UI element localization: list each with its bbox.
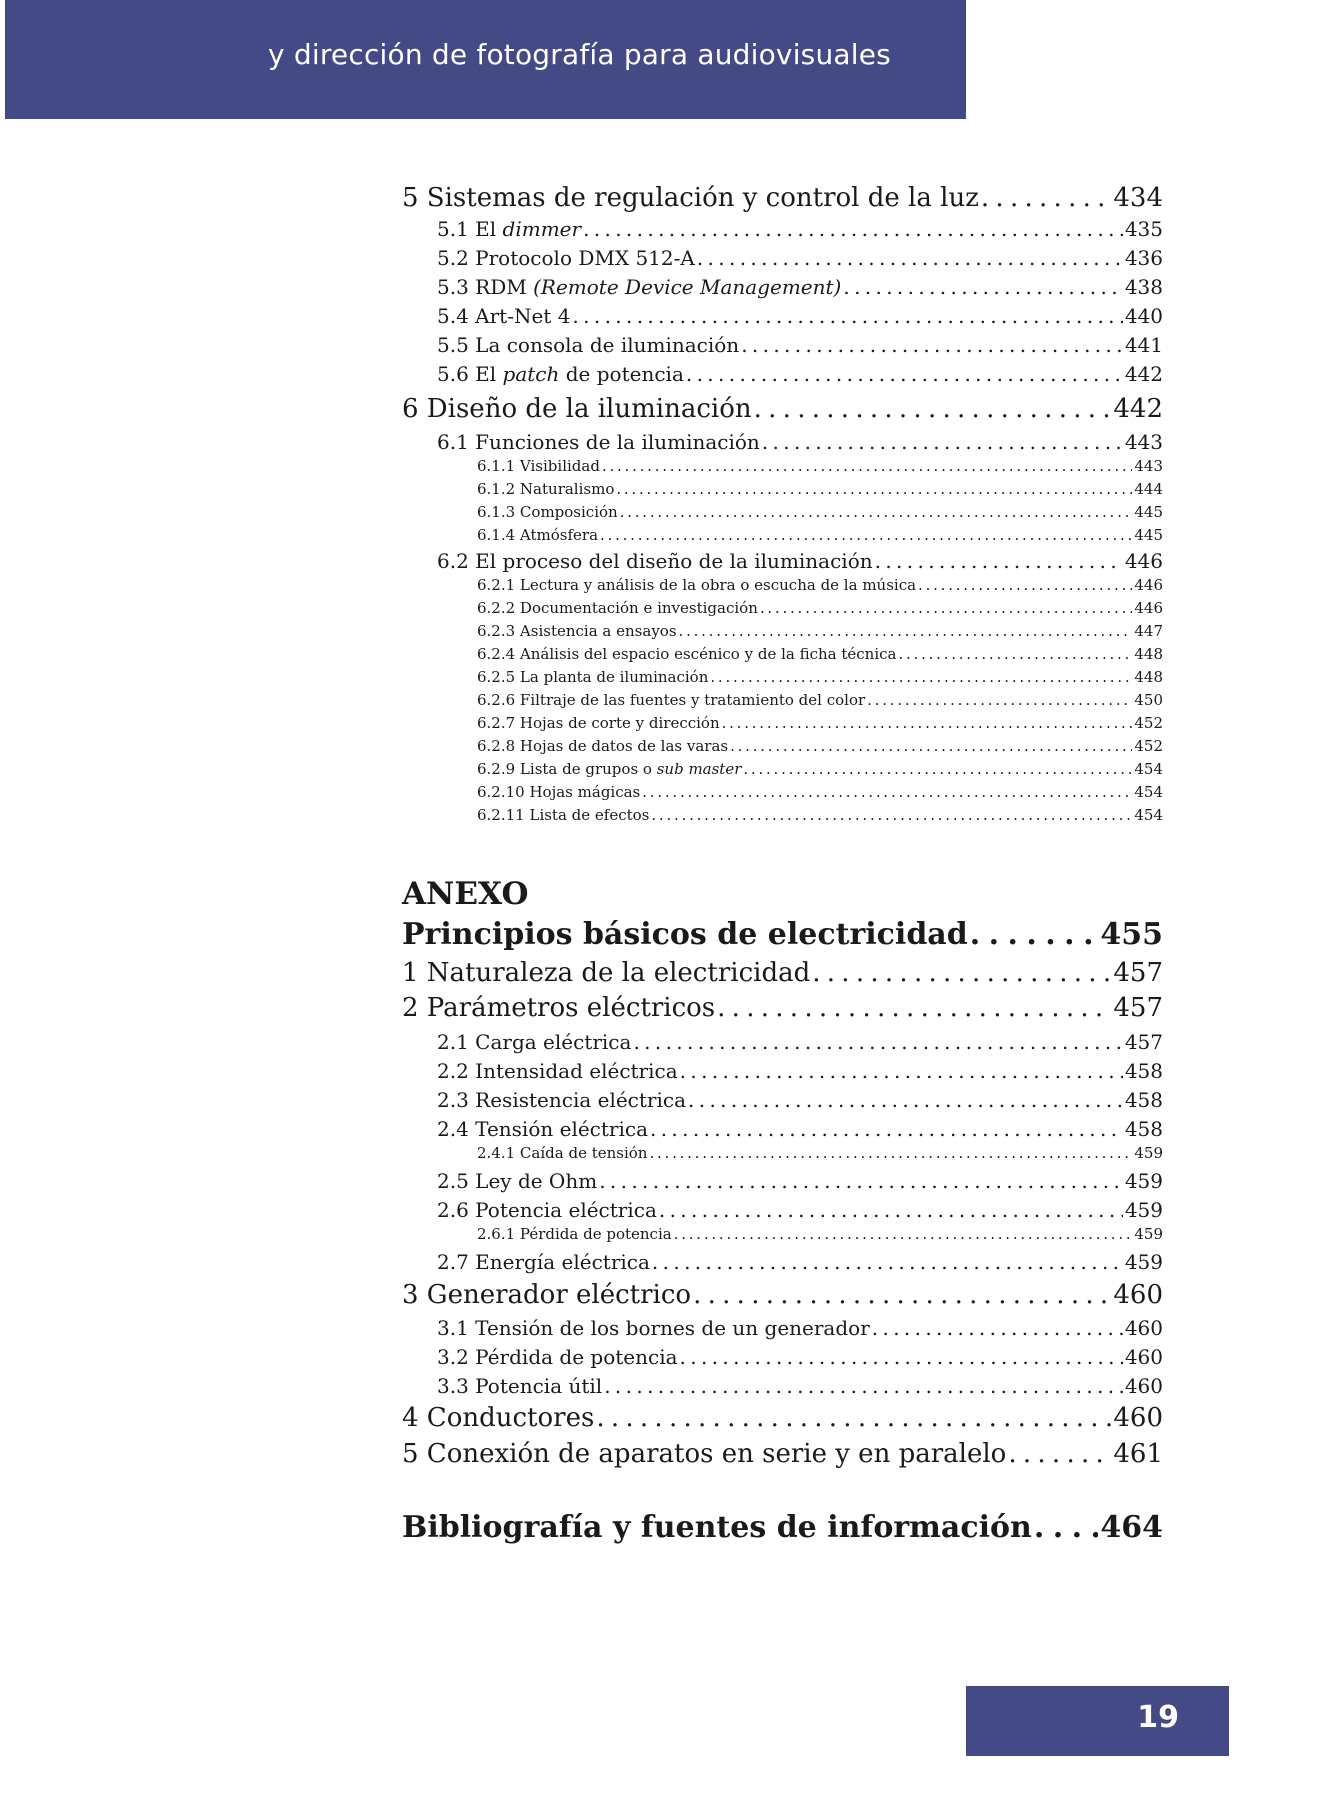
anexo-heading: ANEXO [402, 876, 529, 912]
toc-leader-dots [743, 760, 1132, 778]
toc-leader-dots [602, 457, 1132, 475]
toc-entry-title: 6.1.4 Atmósfera [477, 526, 599, 544]
toc-leader-dots [686, 362, 1123, 386]
toc-entry-title: 6.2.2 Documentación e investigación [477, 599, 758, 617]
toc-leader-dots [867, 691, 1132, 709]
toc-entry-title: 3.1 Tensión de los bornes de un generador [437, 1316, 870, 1340]
toc-entry-page: 436 [1124, 246, 1163, 270]
toc-entry-6-1-4[interactable] [477, 526, 1163, 544]
toc-entry-title: 6.2.7 Hojas de corte y dirección [477, 714, 720, 732]
toc-entry-page: 460 [1124, 1374, 1163, 1398]
toc-leader-dots [981, 183, 1111, 213]
toc-entry-6-2[interactable] [437, 549, 1163, 573]
toc-entry-title: 6.1.2 Naturalismo [477, 480, 615, 498]
toc-entry-page: 460 [1113, 1403, 1163, 1433]
toc-entry-title: 5.5 La consola de iluminación [437, 333, 740, 357]
toc-entry-5[interactable] [402, 183, 1163, 213]
toc-entry-title: 5.3 RDM (Remote Device Management) [437, 275, 842, 299]
toc-entry-page: 459 [1134, 1225, 1163, 1243]
toc-entry-page: 457 [1124, 1030, 1163, 1054]
toc-entry-5-4[interactable] [437, 304, 1163, 328]
toc-entry-page: 450 [1134, 691, 1163, 709]
toc-entry-title: 2.7 Energía eléctrica [437, 1250, 650, 1274]
toc-leader-dots [599, 1169, 1123, 1193]
toc-entry-page: 446 [1124, 549, 1163, 573]
toc-entry-title: 1 Naturaleza de la electricidad [402, 958, 811, 988]
toc-entry-6-2-1[interactable] [477, 576, 1163, 594]
toc-entry-6-2-3[interactable] [477, 622, 1163, 640]
toc-leader-dots [650, 1117, 1123, 1141]
toc-leader-dots [600, 526, 1132, 544]
toc-entry-title: 2.1 Carga eléctrica [437, 1030, 632, 1054]
toc-entry-5-2[interactable] [437, 246, 1163, 270]
toc-entry-page: 459 [1134, 1144, 1163, 1162]
toc-leader-dots [652, 1250, 1123, 1274]
toc-entry-a5[interactable] [402, 1439, 1163, 1469]
toc-entry-a3-1[interactable] [437, 1316, 1163, 1340]
toc-entry-a2-2[interactable] [437, 1059, 1163, 1083]
toc-entry-title: 3 Generador eléctrico [402, 1280, 692, 1310]
page-number-box [966, 1686, 1229, 1756]
toc-leader-dots [898, 645, 1132, 663]
toc-entry-anexo[interactable] [402, 917, 1163, 952]
toc-entry-title: 6.2.6 Filtraje de las fuentes y tratamiento del color [477, 691, 866, 709]
toc-entry-6-1-2[interactable] [477, 480, 1163, 498]
page-number: 19 [1137, 1700, 1179, 1735]
toc-entry-page: 454 [1134, 783, 1163, 801]
toc-entry-a2-6[interactable] [437, 1198, 1163, 1222]
toc-leader-dots [604, 1374, 1123, 1398]
toc-leader-dots [620, 503, 1133, 521]
toc-leader-dots [583, 217, 1123, 241]
toc-leader-dots [693, 1280, 1111, 1310]
toc-entry-page: 454 [1134, 760, 1163, 778]
toc-leader-dots [730, 737, 1132, 755]
toc-entry-a3-3[interactable] [437, 1374, 1163, 1398]
toc-entry-a2-6-1[interactable] [477, 1225, 1163, 1243]
toc-leader-dots [872, 1316, 1123, 1340]
toc-entry-page: 446 [1134, 576, 1163, 594]
toc-entry-6-2-11[interactable] [477, 806, 1163, 824]
toc-leader-dots [697, 246, 1123, 270]
toc-entry-title: 6.2.1 Lectura y análisis de la obra o escucha de la música [477, 576, 917, 594]
toc-entry-a2-3[interactable] [437, 1088, 1163, 1112]
toc-entry-6-1-1[interactable] [477, 457, 1163, 475]
toc-entry-6-1[interactable] [437, 430, 1163, 454]
toc-entry-title: 2.3 Resistencia eléctrica [437, 1088, 687, 1112]
toc-leader-dots [741, 333, 1123, 357]
toc-entry-6-2-10[interactable] [477, 783, 1163, 801]
toc-entry-title: 6 Diseño de la iluminación [402, 394, 752, 424]
toc-entry-title: 5.4 Art-Net 4 [437, 304, 571, 328]
toc-leader-dots [651, 806, 1132, 824]
toc-entry-6-2-9[interactable] [477, 760, 1163, 778]
toc-entry-page: 460 [1124, 1316, 1163, 1340]
toc-entry-title: 6.2.4 Análisis del espacio escénico y de la ficha técnica [477, 645, 897, 663]
toc-leader-dots [596, 1403, 1111, 1433]
toc-entry-6[interactable] [402, 394, 1163, 424]
toc-leader-dots [762, 430, 1123, 454]
toc-entry-title: 6.2.9 Lista de grupos o sub master [477, 760, 742, 778]
toc-entry-page: 444 [1134, 480, 1163, 498]
toc-entry-page: 460 [1113, 1280, 1163, 1310]
toc-entry-title: 6.2.3 Asistencia a ensayos [477, 622, 677, 640]
toc-entry-a1[interactable] [402, 958, 1163, 988]
toc-entry-page: 442 [1113, 394, 1163, 424]
toc-entry-page: 459 [1124, 1250, 1163, 1274]
toc-entry-page: 460 [1124, 1345, 1163, 1369]
toc-entry-6-1-3[interactable] [477, 503, 1163, 521]
toc-entry-page: 458 [1124, 1059, 1163, 1083]
toc-leader-dots [710, 668, 1132, 686]
toc-entry-title: 2.6.1 Pérdida de potencia [477, 1225, 672, 1243]
toc-entry-5-6[interactable] [437, 362, 1163, 386]
toc-entry-bibliografia[interactable] [402, 1510, 1163, 1545]
toc-entry-title: 5 Conexión de aparatos en serie y en paralelo [402, 1439, 1007, 1469]
toc-entry-page: 443 [1124, 430, 1163, 454]
toc-leader-dots [680, 1345, 1123, 1369]
toc-leader-dots [1008, 1439, 1111, 1469]
toc-leader-dots [616, 480, 1132, 498]
toc-entry-page: 459 [1124, 1169, 1163, 1193]
toc-leader-dots [633, 1030, 1122, 1054]
toc-entry-page: 435 [1124, 217, 1163, 241]
toc-entry-page: 452 [1134, 737, 1163, 755]
toc-leader-dots [572, 304, 1122, 328]
toc-entry-5-3[interactable] [437, 275, 1163, 299]
toc-entry-title: 6.1.1 Visibilidad [477, 457, 600, 475]
toc-entry-page: 446 [1134, 599, 1163, 617]
toc-entry-title: 3.3 Potencia útil [437, 1374, 603, 1398]
toc-entry-title: 2.4 Tensión eléctrica [437, 1117, 648, 1141]
toc-entry-a2-5[interactable] [437, 1169, 1163, 1193]
header-band [5, 0, 966, 119]
toc-entry-page: 442 [1124, 362, 1163, 386]
toc-entry-page: 454 [1134, 806, 1163, 824]
toc-entry-5-5[interactable] [437, 333, 1163, 357]
toc-leader-dots [674, 1225, 1133, 1243]
running-header-title: y dirección de fotografía para audiovisuales [268, 38, 891, 71]
toc-leader-dots [970, 917, 1099, 952]
toc-entry-page: 438 [1124, 275, 1163, 299]
toc-entry-page: 443 [1134, 457, 1163, 475]
toc-leader-dots [760, 599, 1133, 617]
toc-entry-title: 5 Sistemas de regulación y control de la luz [402, 183, 979, 213]
toc-entry-title: 6.2.10 Hojas mágicas [477, 783, 641, 801]
toc-entry-title: 6.2 El proceso del diseño de la iluminación [437, 549, 873, 573]
toc-leader-dots [717, 993, 1111, 1023]
toc-entry-title: 5.1 El dimmer [437, 217, 582, 241]
toc-leader-dots [812, 958, 1111, 988]
toc-entry-6-2-6[interactable] [477, 691, 1163, 709]
toc-entry-a2[interactable] [402, 993, 1163, 1023]
toc-leader-dots [1034, 1510, 1099, 1545]
toc-entry-6-2-5[interactable] [477, 668, 1163, 686]
toc-entry-page: 457 [1113, 993, 1163, 1023]
toc-entry-title: 6.2.8 Hojas de datos de las varas [477, 737, 729, 755]
toc-entry-a2-4-1[interactable] [477, 1144, 1163, 1162]
toc-leader-dots [754, 394, 1112, 424]
toc-entry-title: 6.1.3 Composición [477, 503, 618, 521]
toc-entry-page: 461 [1113, 1439, 1163, 1469]
toc-entry-title: 3.2 Pérdida de potencia [437, 1345, 678, 1369]
toc-leader-dots [649, 1144, 1132, 1162]
toc-entry-title: 6.1 Funciones de la iluminación [437, 430, 760, 454]
toc-entry-title: 2.5 Ley de Ohm [437, 1169, 598, 1193]
toc-entry-title: 2.6 Potencia eléctrica [437, 1198, 657, 1222]
toc-entry-6-2-4[interactable] [477, 645, 1163, 663]
toc-entry-title: 5.2 Protocolo DMX 512-A [437, 246, 695, 270]
toc-entry-page: 458 [1124, 1088, 1163, 1112]
toc-entry-page: 448 [1134, 645, 1163, 663]
toc-leader-dots [875, 549, 1123, 573]
toc-leader-dots [642, 783, 1132, 801]
toc-entry-page: 455 [1100, 917, 1163, 952]
toc-entry-page: 441 [1124, 333, 1163, 357]
toc-entry-a2-1[interactable] [437, 1030, 1163, 1054]
toc-entry-title: Principios básicos de electricidad [402, 917, 968, 952]
toc-entry-a4[interactable] [402, 1403, 1163, 1433]
toc-entry-title: 6.2.5 La planta de iluminación [477, 668, 709, 686]
toc-entry-6-2-2[interactable] [477, 599, 1163, 617]
toc-leader-dots [659, 1198, 1123, 1222]
toc-entry-title: Bibliografía y fuentes de información [402, 1510, 1032, 1545]
toc-entry-page: 448 [1134, 668, 1163, 686]
toc-leader-dots [722, 714, 1133, 732]
toc-entry-6-2-8[interactable] [477, 737, 1163, 755]
toc-entry-page: 452 [1134, 714, 1163, 732]
toc-entry-title: 6.2.11 Lista de efectos [477, 806, 650, 824]
toc-entry-5-1[interactable] [437, 217, 1163, 241]
toc-entry-page: 464 [1100, 1510, 1163, 1545]
toc-entry-page: 459 [1124, 1198, 1163, 1222]
toc-leader-dots [918, 576, 1132, 594]
toc-entry-page: 458 [1124, 1117, 1163, 1141]
toc-entry-6-2-7[interactable] [477, 714, 1163, 732]
toc-entry-title: 2 Parámetros eléctricos [402, 993, 716, 1023]
toc-entry-page: 445 [1134, 503, 1163, 521]
toc-entry-a3-2[interactable] [437, 1345, 1163, 1369]
toc-entry-page: 445 [1134, 526, 1163, 544]
toc-entry-page: 457 [1113, 958, 1163, 988]
toc-leader-dots [688, 1088, 1123, 1112]
toc-leader-dots [679, 622, 1133, 640]
toc-entry-title: 2.4.1 Caída de tensión [477, 1144, 648, 1162]
toc-entry-title: 5.6 El patch de potencia [437, 362, 684, 386]
toc-entry-title: 2.2 Intensidad eléctrica [437, 1059, 678, 1083]
toc-leader-dots [680, 1059, 1123, 1083]
toc-entry-a3[interactable] [402, 1280, 1163, 1310]
toc-entry-a2-4[interactable] [437, 1117, 1163, 1141]
toc-entry-title: 4 Conductores [402, 1403, 595, 1433]
toc-entry-page: 434 [1113, 183, 1163, 213]
toc-entry-a2-7[interactable] [437, 1250, 1163, 1274]
toc-leader-dots [843, 275, 1122, 299]
toc-entry-page: 440 [1124, 304, 1163, 328]
toc-entry-page: 447 [1134, 622, 1163, 640]
